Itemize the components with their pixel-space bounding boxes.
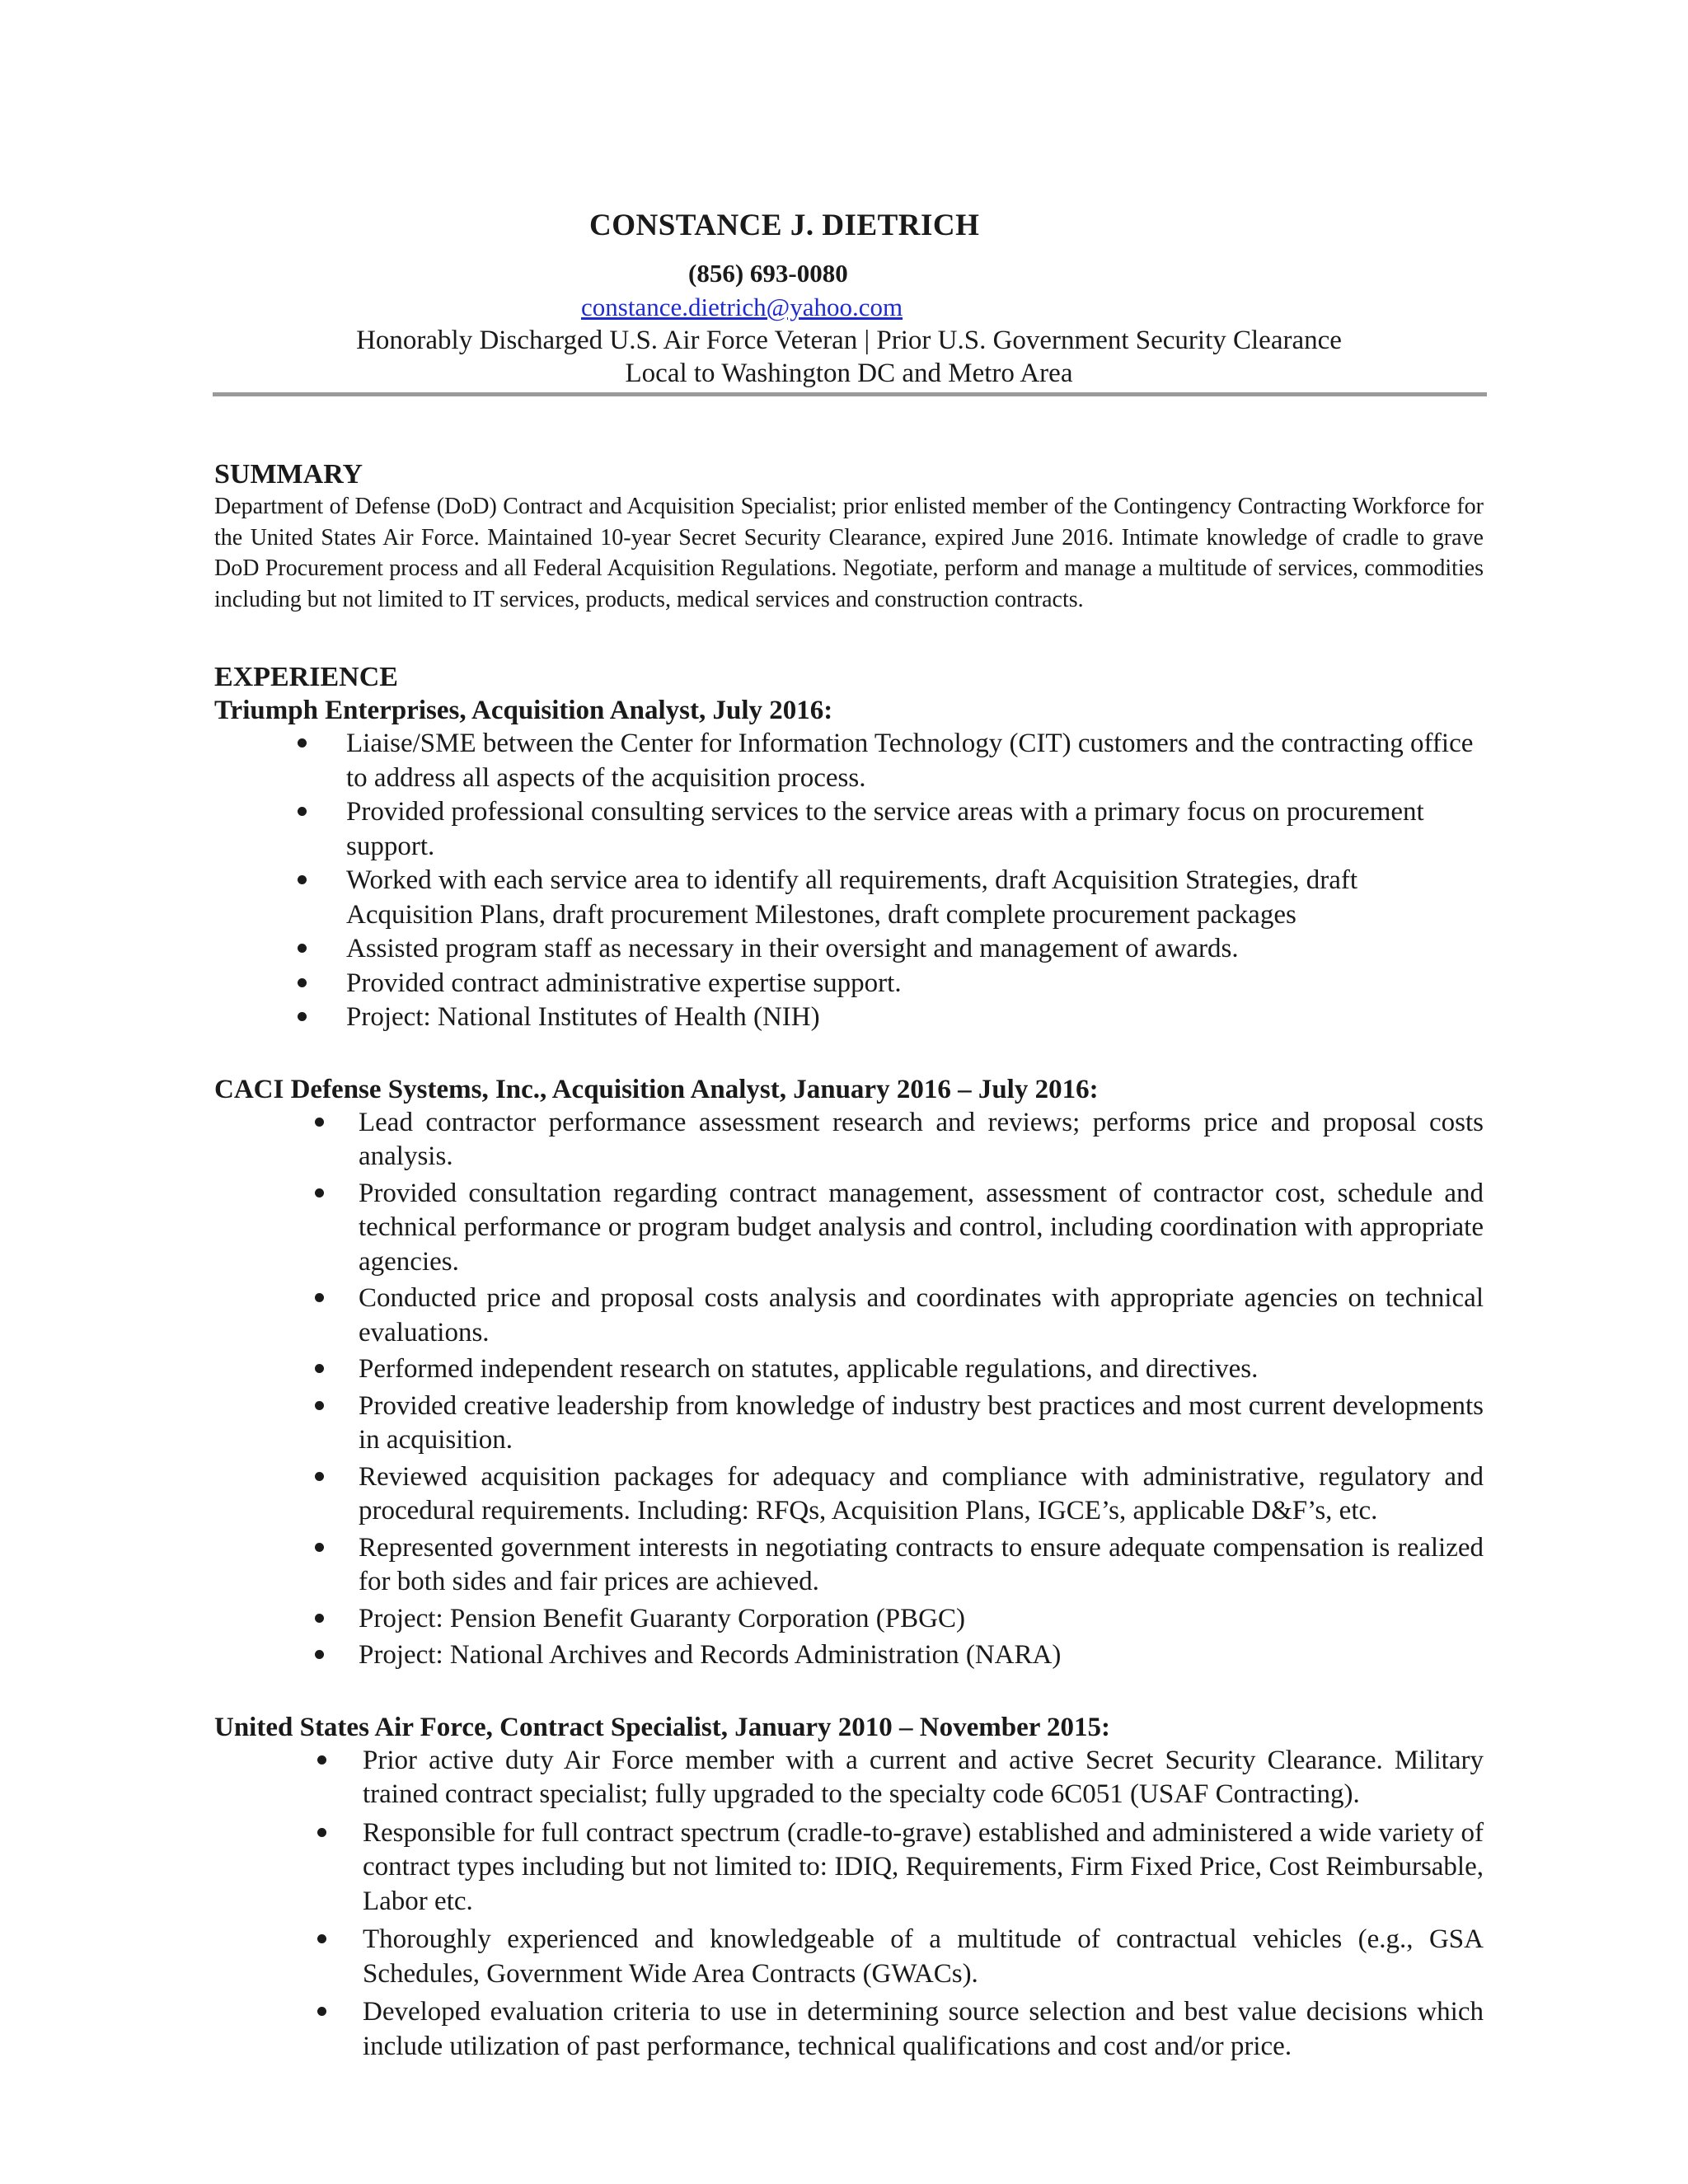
bullet-text: Responsible for full contract spectrum (cradle-to-grave) established and administered a wide variety of contract types including but not limited to: IDIQ, Requirements, Firm Fixed Price, Cost Reimbursable, Labor etc. (363, 1817, 1484, 1916)
bullet-item (214, 1177, 1484, 1280)
bullet-text: Lead contractor performance assessment research and reviews; performs price and proposal costs analysis. (359, 1107, 1484, 1171)
job-bullets (214, 1106, 1484, 1673)
bullet-item (214, 864, 1484, 932)
bullet-icon (315, 1401, 324, 1410)
bullet-item (214, 1744, 1484, 1812)
bullet-text: Assisted program staff as necessary in their oversight and management of awards. (346, 934, 1239, 963)
bullet-item (214, 932, 1484, 967)
bullet-item (214, 1390, 1484, 1458)
bullet-item (214, 1352, 1484, 1387)
tagline-location: Local to Washington DC and Metro Area (625, 359, 1073, 388)
bullet-icon (317, 1934, 326, 1943)
bullet-text: Prior active duty Air Force member with a current and active Secret Security Clearance. Military trained contract specialist; fully upgraded to the specialty code 6C051 (USAF Contracting). (363, 1745, 1484, 1809)
bullet-text: Conducted price and proposal costs analysis and coordinates with appropriate agencies on technical evaluations. (359, 1283, 1484, 1347)
job-entry (214, 1073, 1484, 1673)
bullet-item (214, 727, 1484, 795)
bullet-icon (315, 1650, 324, 1659)
bullet-text: Worked with each service area to identify all requirements, draft Acquisition Strategies, draft Acquisition Plans, draft procurement Milestones, draft complete procurement packages (346, 865, 1358, 930)
bullet-item (214, 1460, 1484, 1529)
bullet-text: Liaise/SME between the Center for Information Technology (CIT) customers and the contracting office to address all aspects of the acquisition process. (346, 729, 1474, 793)
email-link[interactable]: constance.dietrich@yahoo.com (581, 293, 903, 321)
bullet-item (214, 795, 1484, 864)
resume-body (214, 458, 1484, 2068)
bullet-icon (315, 1364, 324, 1373)
bullet-text: Provided professional consulting services to the service areas with a primary focus on procurement support. (346, 797, 1424, 861)
job-heading: Triumph Enterprises, Acquisition Analyst, July 2016: (214, 696, 833, 725)
bullet-text: Thoroughly experienced and knowledgeable of a multitude of contractual vehicles (e.g., GSA Schedules, Government Wide Area Contracts (GWACs). (363, 1924, 1484, 1989)
bullet-text: Provided creative leadership from knowledge of industry best practices and most current developments in acquisition. (359, 1390, 1484, 1455)
bullet-icon (315, 1614, 324, 1623)
bullet-icon (298, 738, 307, 748)
bullet-text: Provided consultation regarding contract management, assessment of contractor cost, schedule and technical performance or program budget analysis and control, including coordination with appropriate agencies. (359, 1178, 1484, 1277)
header-divider (213, 392, 1487, 396)
bullet-icon (317, 1828, 326, 1837)
job-bullets (214, 1744, 1484, 2064)
bullet-icon (315, 1293, 324, 1302)
summary-text: Department of Defense (DoD) Contract and Acquisition Specialist; prior enlisted member of the Contingency Contracting Workforce for the United States Air Force. Maintained 10-year Secret Security Clearance, expired June 2016. Intimate knowledge of cradle to grave DoD Procurement process and all Federal Acquisition Regulations. Negotiate, perform and manage a multitude of services, commodities including but not limited to IT services, products, medical services and construction contracts. (214, 494, 1484, 612)
bullet-icon (298, 1012, 307, 1021)
bullet-text: Developed evaluation criteria to use in determining source selection and best value decisions which include utilization of past performance, technical qualifications and cost and/or price. (363, 1997, 1484, 2061)
bullet-text: Performed independent research on statutes, applicable regulations, and directives. (359, 1354, 1259, 1384)
bullet-icon (298, 978, 307, 987)
bullet-text: Represented government interests in negotiating contracts to ensure adequate compensation is realized for both sides and fair prices are achieved. (359, 1532, 1484, 1596)
bullet-icon (315, 1472, 324, 1481)
bullet-item (214, 1001, 1484, 1035)
bullet-text: Project: Pension Benefit Guaranty Corporation (PBGC) (359, 1603, 965, 1633)
tagline-veteran: Honorably Discharged U.S. Air Force Veteran | Prior U.S. Government Security Clearance (356, 326, 1342, 355)
bullet-icon (315, 1188, 324, 1197)
bullet-text: Provided contract administrative expertise support. (346, 968, 902, 998)
bullet-item (214, 1531, 1484, 1600)
bullet-item (214, 1995, 1484, 2064)
experience-section (214, 661, 1484, 2064)
job-heading: United States Air Force, Contract Specialist, January 2010 – November 2015: (214, 1712, 1111, 1742)
bullet-icon (315, 1118, 324, 1127)
bullet-item (214, 1106, 1484, 1174)
phone-number: (856) 693-0080 (688, 259, 848, 288)
summary-section (214, 458, 1484, 615)
bullet-icon (298, 944, 307, 953)
bullet-item (214, 1638, 1484, 1673)
job-entry (214, 694, 1484, 1035)
bullet-icon (298, 875, 307, 884)
bullet-icon (317, 1755, 326, 1765)
bullet-item (214, 1923, 1484, 1991)
candidate-name: CONSTANCE J. DIETRICH (589, 209, 980, 242)
bullet-text: Project: National Archives and Records Administration (NARA) (359, 1640, 1062, 1670)
bullet-icon (315, 1543, 324, 1552)
job-heading: CACI Defense Systems, Inc., Acquisition Analyst, January 2016 – July 2016: (214, 1074, 1099, 1104)
bullet-item (214, 967, 1484, 1001)
experience-title: EXPERIENCE (214, 662, 398, 692)
bullet-item (214, 1816, 1484, 1919)
job-entry (214, 1711, 1484, 2064)
bullet-text: Reviewed acquisition packages for adequacy and compliance with administrative, regulatory and procedural requirements. Including: RFQs, Acquisition Plans, IGCE’s, applicable D&F’s, etc. (359, 1461, 1484, 1526)
job-bullets (214, 727, 1484, 1035)
bullet-text: Project: National Institutes of Health (NIH) (346, 1002, 820, 1032)
bullet-icon (298, 807, 307, 816)
bullet-item (214, 1602, 1484, 1637)
summary-title: SUMMARY (214, 459, 363, 490)
bullet-item (214, 1282, 1484, 1350)
bullet-icon (317, 2007, 326, 2016)
